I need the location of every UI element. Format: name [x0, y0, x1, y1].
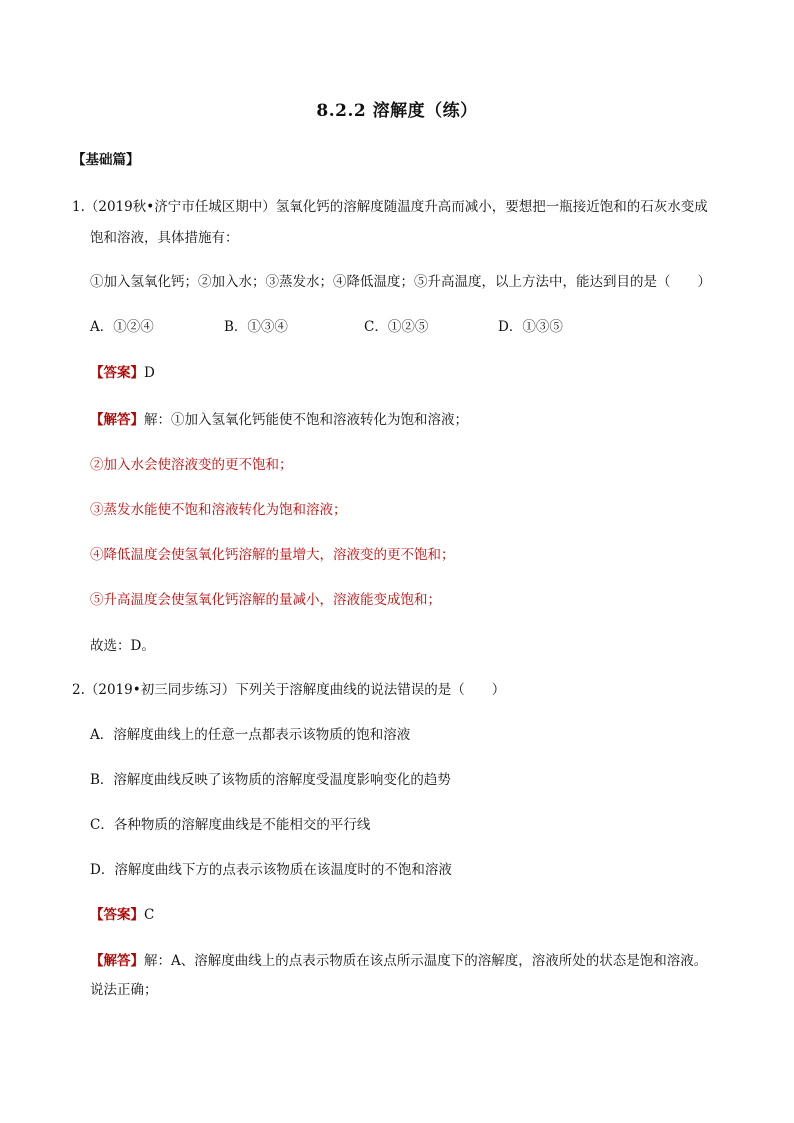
q1-analysis-line-4: ④降低温度会使氢氧化钙溶解的量增大，溶液变的更不饱和；	[90, 547, 455, 563]
q2-option-c: C．各种物质的溶解度曲线是不能相交的平行线	[90, 817, 371, 833]
q2-option-b: B．溶解度曲线反映了该物质的溶解度受温度影响变化的趋势	[90, 772, 451, 788]
section-heading: 【基础篇】	[72, 152, 140, 168]
q1-analysis-line-1	[90, 410, 468, 430]
q1-analysis-line-5: ⑤升高温度会使氢氧化钙溶解的量减小，溶液能变成饱和；	[90, 592, 441, 608]
q2-option-d: D．溶解度曲线下方的点表示该物质在该温度时的不饱和溶液	[90, 862, 452, 878]
q1-answer-tag: 【答案】	[90, 365, 144, 381]
q2-option-a: A．溶解度曲线上的任意一点都表示该物质的饱和溶液	[90, 727, 411, 743]
q1-analysis-line-3: ③蒸发水能使不饱和溶液转化为饱和溶液；	[90, 502, 347, 518]
q1-analysis-line-2: ②加入水会使溶液变的更不饱和；	[90, 457, 293, 473]
q2-answer	[90, 905, 154, 925]
q1-answer-value: D	[144, 365, 155, 381]
q1-answer	[90, 363, 155, 383]
q2-analysis-tag: 【解答】	[90, 953, 144, 969]
q1-analysis-tag: 【解答】	[90, 412, 144, 428]
page-title: 8.2.2 溶解度（练）	[316, 101, 478, 121]
q1-option-a: A．①②④	[90, 319, 154, 335]
q1-conclusion: 故选：D。	[90, 638, 155, 654]
q2-analysis-text-1: 解：A、溶解度曲线上的点表示物质在该点所示温度下的溶解度，溶液所处的状态是饱和溶液。	[144, 953, 708, 969]
q2-answer-value: C	[144, 907, 155, 923]
q1-measures: ①加入氢氧化钙；②加入水；③蒸发水；④降低温度；⑤升高温度，以上方法中，能达到目的是（ ）	[90, 274, 711, 290]
q2-answer-tag: 【答案】	[90, 907, 144, 923]
q2-stem: 2.（2019•初三同步练习）下列关于溶解度曲线的说法错误的是（ ）	[72, 682, 506, 698]
q1-option-b: B．①③④	[224, 319, 288, 335]
q1-stem-line2: 饱和溶液，具体措施有：	[90, 230, 239, 246]
q1-option-d: D．①③⑤	[498, 319, 563, 335]
q1-analysis-text-1: 解：①加入氢氧化钙能使不饱和溶液转化为饱和溶液；	[144, 412, 468, 428]
q2-analysis-line-1	[90, 951, 707, 971]
q2-analysis-line-2: 说法正确；	[90, 982, 158, 998]
q1-stem-line1: 1.（2019秋•济宁市任城区期中）氢氧化钙的溶解度随温度升高而减小，要想把一瓶接近饱和的石灰水变成	[72, 199, 708, 215]
q1-option-c: C．①②⑤	[364, 319, 429, 335]
